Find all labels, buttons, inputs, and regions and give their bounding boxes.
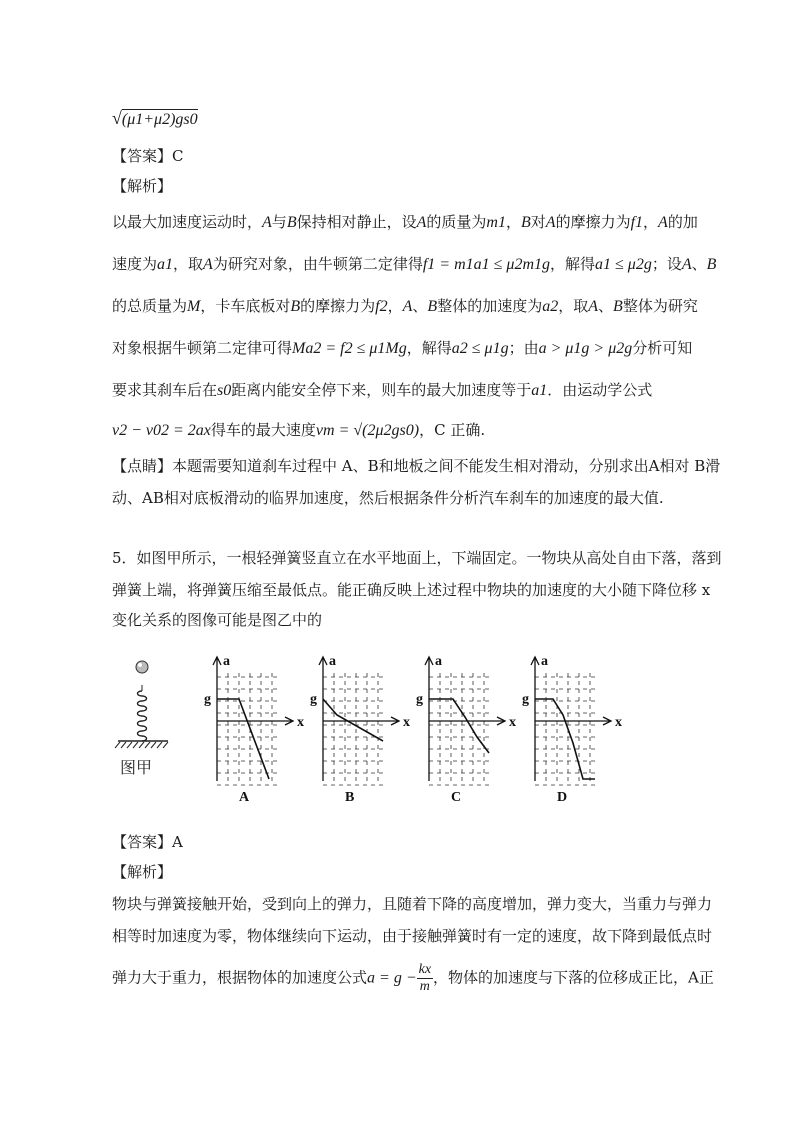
figure-spring-graphs [0, 645, 794, 815]
spring-coil [138, 691, 147, 741]
q5-line-3: 变化关系的图像可能是图乙中的 [112, 611, 323, 629]
g-label: g [204, 692, 211, 707]
y-axis-label: a [329, 654, 336, 669]
jia-caption: 图甲 [120, 760, 153, 777]
graph-letter: A [239, 790, 250, 805]
y-axis-label: a [541, 654, 548, 669]
tip-line-1: 【点睛】本题需要知道刹车过程中 A、B和地板之间不能发生相对滑动，分别求出A相对 B滑 [112, 457, 721, 475]
q5-line-1: 5．如图甲所示，一根轻弹簧竖直立在水平地面上，下端固定。一物块从高处自由下落，落到 [112, 549, 722, 567]
graph-curve [535, 699, 595, 779]
analysis1-line-1: 以最大加速度运动时，A与B保持相对静止，设A的质量为m1，B对A的摩擦力为f1，A的加 [112, 213, 698, 231]
x-axis-label: x [509, 715, 516, 730]
analysis-label-1: 【解析】 [112, 177, 173, 195]
analysis2-line-3: 弹力大于重力，根据物体的加速度公式a = g − $\frac{kx}{m}$ ，物体的加速度与下落的位移成正比，A正 [112, 962, 714, 994]
x-axis-label: x [615, 715, 622, 730]
graph-curve [429, 699, 489, 753]
answer-label: 【答案】 [112, 147, 173, 165]
y-axis-label: a [435, 654, 442, 669]
graph-letter: D [557, 790, 568, 805]
analysis2-line-1: 物块与弹簧接触开始，受到向上的弹力，且随着下降的高度增加，弹力变大，当重力与弹力 [112, 895, 713, 913]
q5-line-2: 弹簧上端，将弹簧压缩至最低点。能正确反映上述过程中物块的加速度的大小随下降位移 x [112, 581, 711, 599]
g-label: g [522, 692, 529, 707]
graph-D [522, 654, 622, 805]
y-axis-label: a [223, 654, 230, 669]
tip-line-2: 动、AB相对底板滑动的临界加速度，然后根据条件分析汽车刹车的加速度的最大值. [112, 489, 664, 507]
answer-line-1 [112, 146, 184, 166]
analysis1-line-6: v2 − v02 = 2ax得车的最大速度vm = √(2μ2gs0)，C 正确. [112, 421, 486, 439]
analysis-label-2: 【解析】 [112, 863, 173, 881]
g-label: g [416, 692, 423, 707]
analysis1-line-2: 速度为a1，取A为研究对象，由牛顿第二定律得f1 = m1a1 ≤ μ2m1g，解得a1 ≤ μ2g；设A、B [112, 255, 717, 273]
x-axis-label: x [297, 715, 304, 730]
x-axis-label: x [403, 715, 410, 730]
analysis1-line-4: 对象根据牛顿第二定律可得Ma2 = f2 ≤ μ1Mg，解得a2 ≤ μ1g；由a > μ1g > μ2g分析可知 [112, 339, 693, 357]
g-label: g [310, 692, 317, 707]
graph-A [204, 654, 304, 805]
top-formula: √(μ1+μ2)gs0 [112, 108, 198, 128]
fraction-kx-m: $\frac{kx}{m}$ [418, 962, 432, 994]
answer-line-2: 【答案】A [112, 833, 183, 851]
graph-curve [323, 699, 383, 741]
graph-C [416, 654, 516, 805]
ball [136, 661, 148, 673]
analysis1-line-3: 的总质量为M，卡车底板对B的摩擦力为f2，A、B整体的加速度为a2，取A、B整体为研究 [112, 297, 698, 315]
answer-value: C [172, 147, 184, 165]
graph-letter: C [451, 790, 462, 805]
graph-B [310, 654, 410, 805]
analysis1-line-5: 要求其刹车后在s0距离内能安全停下来，则车的最大加速度等于a1．由运动学公式 [112, 381, 653, 399]
spring-diagram [115, 661, 168, 777]
tip-label: 【点睛】 [112, 457, 173, 475]
graph-letter: B [345, 790, 355, 805]
analysis2-line-2: 相等时加速度为零，物体继续向下运动，由于接触弹簧时有一定的速度，故下降到最低点时 [112, 927, 713, 945]
